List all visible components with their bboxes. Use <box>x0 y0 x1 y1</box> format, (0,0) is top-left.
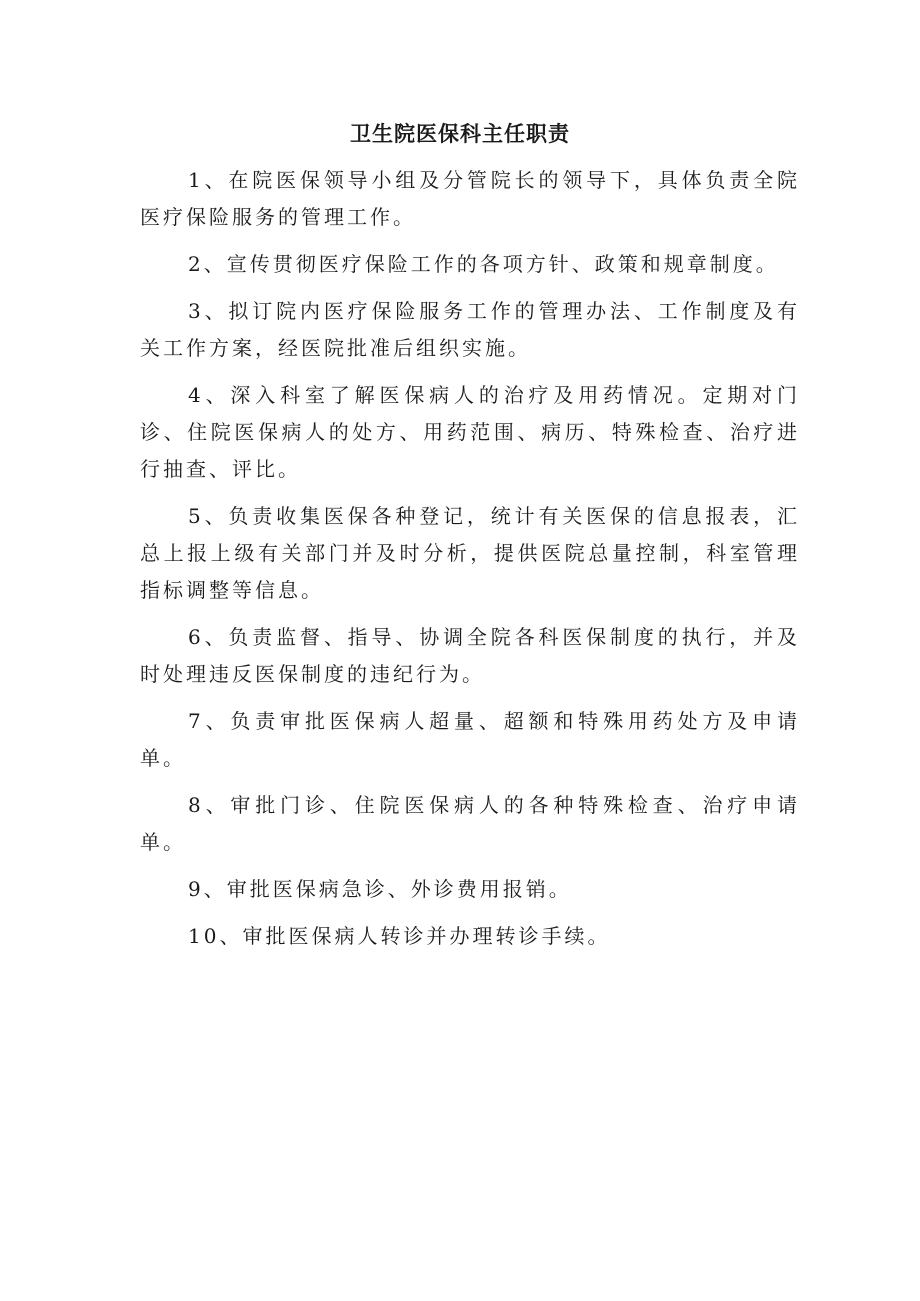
duty-item-8: 8、审批门诊、住院医保病人的各种特殊检查、治疗申请单。 <box>140 793 800 854</box>
duty-item-10: 10、审批医保病人转诊并办理转诊手续。 <box>188 924 611 948</box>
duty-item-3: 3、拟订院内医疗保险服务工作的管理办法、工作制度及有关工作方案，经医院批准后组织实施。 <box>140 299 800 360</box>
duty-item-1: 1、在院医保领导小组及分管院长的领导下，具体负责全院医疗保险服务的管理工作。 <box>140 168 800 229</box>
duty-item-2: 2、宣传贯彻医疗保险工作的各项方针、政策和规章制度。 <box>188 252 779 276</box>
duty-item-7: 7、负责审批医保病人超量、超额和特殊用药处方及申请单。 <box>140 709 800 770</box>
duty-item-4: 4、深入科室了解医保病人的治疗及用药情况。定期对门诊、住院医保病人的处方、用药范围、病历、特殊检查、治疗进行抽查、评比。 <box>140 383 800 481</box>
document-body <box>140 162 800 965</box>
duty-item-6: 6、负责监督、指导、协调全院各科医保制度的执行，并及时处理违反医保制度的违纪行为。 <box>140 625 800 686</box>
duty-item-5: 5、负责收集医保各种登记，统计有关医保的信息报表，汇总上报上级有关部门并及时分析，提供医院总量控制，科室管理指标调整等信息。 <box>140 504 800 602</box>
document-title: 卫生院医保科主任职责 <box>350 121 570 146</box>
duty-item-9: 9、审批医保病急诊、外诊费用报销。 <box>188 877 572 901</box>
